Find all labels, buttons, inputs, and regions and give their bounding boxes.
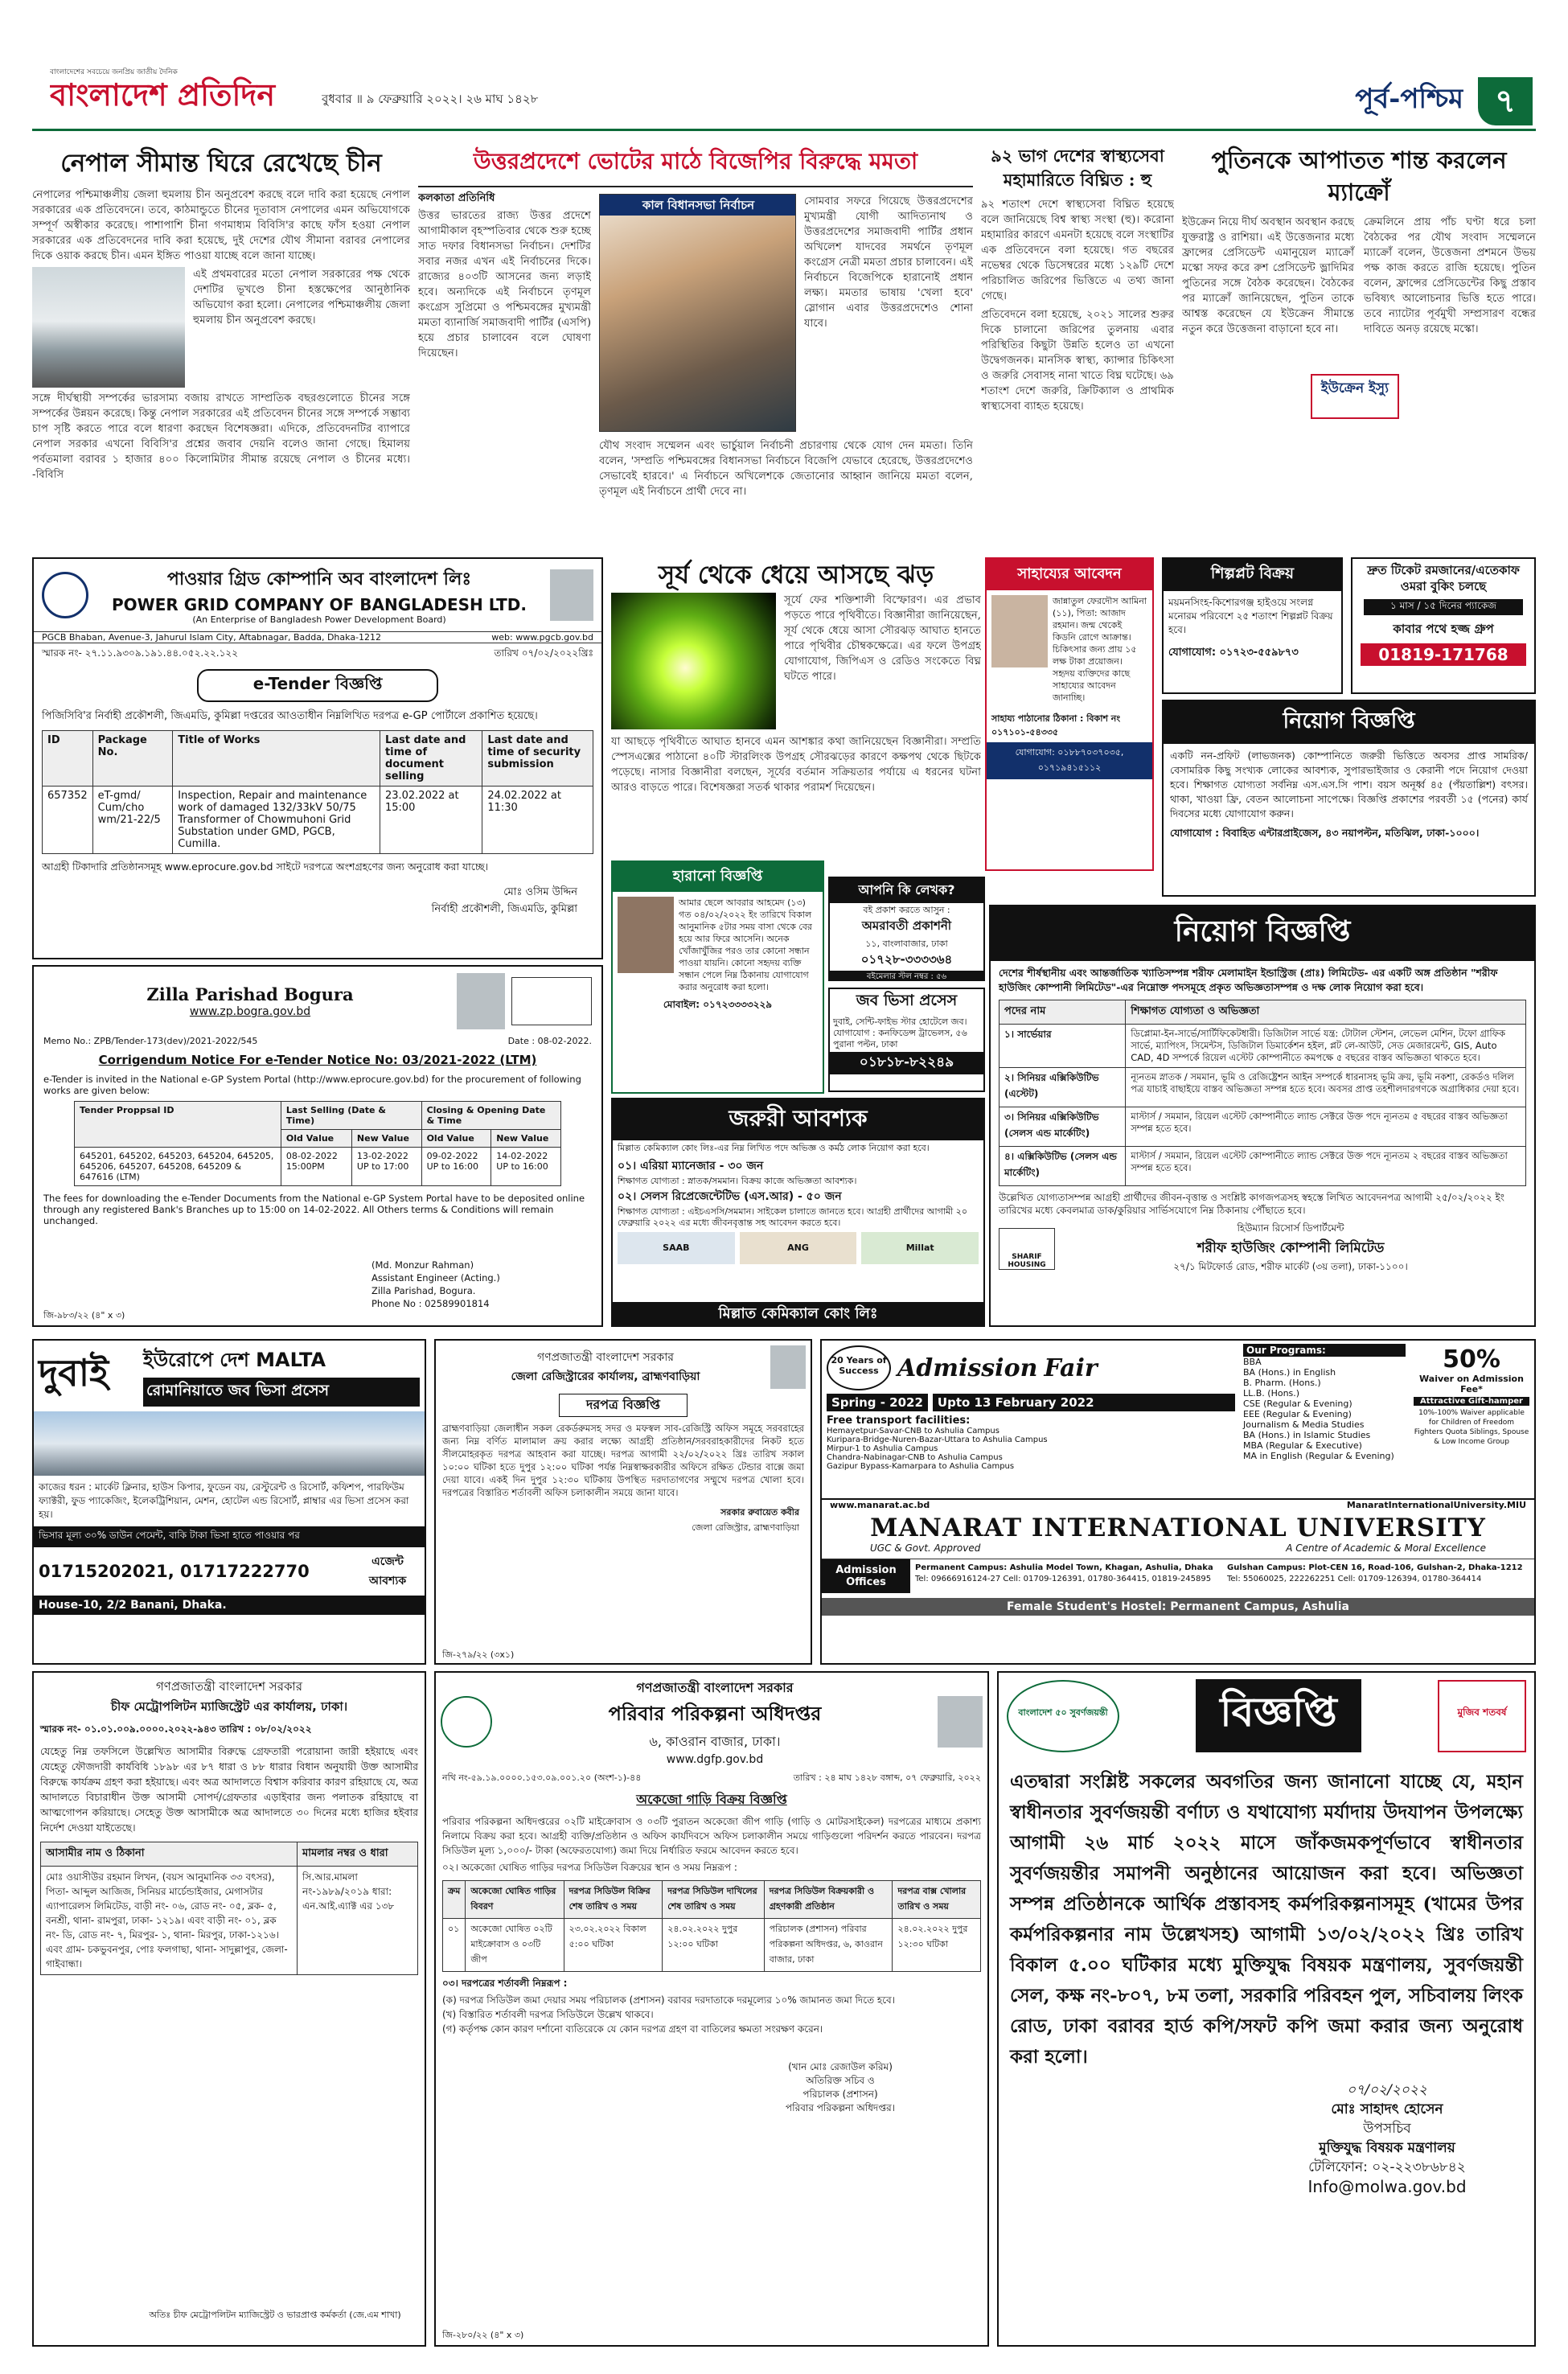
vehicle-sale-intro: পরিবার পরিকল্পনা অধিদপ্তরের ০২টি মাইক্রোবাস ও ০৩টি পুরাতন অকেজো জীপ গাড়ি (গাড়ি ও মোটরসাইকেল) দরপত্রের মাধ্যমে প্রকাশ্য নিলামে বিক্রয় করা হবে। আগ্রহী ব্যক্তি/প্রতিষ্ঠান ও অফিস কার্যদিবসে অফিস চলাকালীন সময়ে গাড়িগুলো পরিদর্শন করতে পারবেন। দরপত্র সিডিউল মূল্য ১,০০০/- টাকা (অফেরতযোগ্য) জমা দিয়ে নির্ধারিত ফরমে আবেদন করতে হবে।: [442, 1816, 981, 1856]
admission-label: Admission: [897, 1353, 1038, 1382]
visa-phone[interactable]: ০১৮১৮-৮২২৪৯: [830, 1052, 983, 1074]
section-title: পূর্ব-পশ্চিম: [1355, 83, 1463, 115]
program-item: BA (Hons.) in Islamic Studies: [1243, 1430, 1371, 1440]
mujib-year-logo: মুজিব শতবর্ষ: [1438, 1680, 1526, 1752]
page-number: ৭: [1478, 77, 1533, 125]
table-cell: মোঃ ওয়াসীউর রহমান লিখন, (বয়স আনুমানিক ৩৩ বৎসর), পিতা- আব্দুল আজিজ, সিনিয়র মার্চেন্ডাইজার, মেগাসটার এ্যাপারেলস লিমিটেড, বাড়ী নং- ০৬, রোড নং- ০৫, ব্লক- ৫, বনশ্রী, থানা- রামপুরা, ঢাকা- ১২১৯। এবং বাড়ী নং- ০১, ব্লক নং- ডি, রোড নং- ৭, মিরপুর- ১, থানা- মিরপুর, ঢাকা-১২১৬। এবং গ্রাম- চকভুবনপুর, পোঃ ফলগাছা, থানা- সাদুল্লাপুর, জেলা- গাইবান্ধা।: [41, 1867, 298, 1975]
table-header: New Value: [491, 1130, 561, 1148]
article-body: নেপালের পশ্চিমাঞ্চলীয় জেলা হুমলায় চীন অনুপ্রবেশ করছে বলে দাবি করা হয়েছে নেপাল সরকারের এক প্রতিবেদনে। তবে, কাঠমান্ডুতে চীনের দূতাবাস নেপালের এমন অভিযোগকে সম্পূর্ণ অস্বীকার করেছে। পাশাপাশি চীনা গণমাধ্যম বিবিসি'র কাছে ফাঁস হওয়া নেপাল সরকারের এক প্রতিবেদনের দাবি করা হয়েছে, দুই দেশের যৌথ সীমানা বরাবর নেপালের দিকে ওয়াক করছে চীন। এমন ইঙ্গিত পাওয়া যাচ্ছে বলে জানা যাচ্ছে।: [32, 189, 410, 262]
signer-name: (Md. Monzur Rahman): [371, 1259, 474, 1271]
dept-title: পরিবার পরিকল্পনা অধিদপ্তর: [608, 1702, 822, 1725]
publisher-sub: বই প্রকাশ করতে আসুন :: [863, 905, 950, 915]
table-cell: মাস্টার্স / সমমান, রিয়েল এস্টেট কোম্পানীতে ল্যান্ড সেক্টরে উক্ত পদে ন্যূনতম ৫ বছরের বাস্তব অভিজ্ঞতা সম্পন্ন হতে হবে।: [1126, 1107, 1526, 1147]
govt-title: গণপ্রজাতন্ত্রী বাংলাদেশ সরকার: [155, 1679, 303, 1694]
sun-photo: [611, 593, 776, 729]
portrait-photo: [550, 569, 593, 621]
publisher-name: অমরাবতী প্রকাশনী: [861, 918, 952, 933]
signer-email[interactable]: Info@molwa.gov.bd: [1307, 2177, 1467, 2196]
table-header: Tender Proppsal ID: [75, 1102, 281, 1148]
plot-text: ময়মনসিংহ-কিশোরগঞ্জ হাইওয়ে সংলগ্ন মনোরম পরিবেশে ২৫ শতাংশ শিল্পপ্লট বিক্রয় হবে।: [1168, 597, 1333, 635]
university-name: MANARAT INTERNATIONAL UNIVERSITY: [870, 1514, 1486, 1542]
table-cell: 657352: [43, 787, 93, 854]
offices-label: Admission Offices: [822, 1559, 910, 1593]
program-item: BBA: [1243, 1357, 1262, 1367]
table-header: Last date and time of document selling: [380, 731, 482, 787]
zilla-parishad-ad: [32, 965, 603, 1327]
tender-table: [42, 730, 593, 854]
urgent-title: জরুরী আবশ্যক: [613, 1099, 983, 1140]
malta-title: ইউরোপে দেশ MALTA: [143, 1349, 326, 1371]
tender-text: ব্রাহ্মণবাড়িয়া জেলাধীন সকল রেকর্ডরুমসহ সদর ও মফস্বল সাব-রেজিস্ট্রি অফিস সমূহে সরবরাহের জন্য নিম্ন বর্ণিত মালামাল ক্রয় করার লক্ষ্যে আগ্রহী প্রতিষ্ঠান/সরবরাহকারীদের নিকট হতে সীলমোহরকৃত দরপত্র আহবান করা যাচ্ছে। দরপত্র আগামী ২২/০২/২০২২ খ্রিঃ তারিখ সকাল ১০:০০ ঘটিকা হতে দুপুর ১২:০০ ঘটিকা পর্যন্ত নিম্নস্বাক্ষরকারীর অফিসে রক্ষিত টেন্ডার বাক্সে জমা দেয়া যাবে। একই দিন দুপুর ১২:৩০ ঘটিকায় উপস্থিত দরদাতাগণের সম্মুখে দরপত্র খোলা হবে। দরপত্রের বিস্তারিত শর্তাবলী অফিস চলাকালীন সময়ে জানা যাবে।: [442, 1423, 804, 1498]
corrigendum-heading: Corrigendum Notice For e-Tender Notice No: 03/2021-2022 (LTM): [98, 1053, 537, 1067]
perm-campus: Permanent Campus: Ashulia Model Town, Khagan, Ashulia, Dhaka: [915, 1563, 1213, 1572]
pgcb-logo-icon: [42, 572, 88, 618]
program-item: LL.B. (Hons.): [1243, 1388, 1300, 1399]
appeal-phone[interactable]: যোগাযোগ: ০১৮৮৭০৩৭০৩৫, ০১৭১৯৪১৫১১২: [987, 742, 1152, 779]
publisher-ad: [828, 877, 985, 981]
mamata-photo: [599, 194, 796, 432]
help-appeal-ad: [985, 557, 1154, 871]
condition-item: (ক) দরপত্র সিডিউল জমা দেয়ার সময় পরিচালক (প্রশাসন) বরাবর দরদাতাকে দরমূল্যের ১০% জামানত জমা দিতে হবে।: [442, 1994, 895, 2006]
table-header: ক্রম: [443, 1881, 466, 1919]
conditions-title: ০৩। দরপত্রের শর্তাবলী নিম্নরূপ :: [442, 1978, 568, 1989]
signer-name: (খান মোঃ রেজাউল করিম): [788, 2061, 893, 2072]
table-row: [41, 1867, 418, 1975]
position-table: [999, 1000, 1526, 1186]
transport-item: Mirpur-1 to Ashulia Campus: [827, 1444, 938, 1453]
transport-item: Hemayetpur-Savar-CNB to Ashulia Campus: [827, 1427, 999, 1435]
article-body: এই প্রথমবারের মতো নেপাল সরকারের পক্ষ থেকে দেশটির ভূখণ্ডে চীনা হস্তক্ষেপের আনুষ্ঠানিক অভিযোগ করা হলো। নেপালের পশ্চিমাঞ্চলীয় জেলা হুমলায় চীন অনুপ্রবেশ করছে।: [193, 269, 410, 327]
table-cell: 23.02.2022 at 15:00: [380, 787, 482, 854]
zp-date: Date : 08-02-2022.: [507, 1036, 592, 1046]
dubai-title: দুবাই: [39, 1351, 109, 1394]
table-header: পদের নাম: [999, 1000, 1126, 1025]
gulshan-campus: Gulshan Campus: Plot-CEN 16, Road-106, Gulshan-2, Dhaka-1212: [1227, 1563, 1523, 1572]
govt-title: গণপ্রজাতন্ত্রী বাংলাদেশ সরকার: [636, 1680, 794, 1695]
table-header: দরপত্র সিডিউল বিক্রির শেষ তারিখ ও সময়: [564, 1881, 663, 1919]
article-headline: সূর্য থেকে ধেয়ে আসছে ঝড়: [658, 561, 934, 589]
sharif-housing-job-ad: [989, 905, 1536, 1327]
upto-label: Upto 13 February 2022: [933, 1394, 1235, 1411]
signer-title: পরিচালক (প্রশাসন): [802, 2089, 878, 2100]
tagline: A Centre of Academic & Moral Excellence: [1286, 1542, 1486, 1554]
table-cell: ২৪.০২.২০২২ দুপুর ১২:৩০ ঘটিকা: [893, 1919, 981, 1972]
table-row: [999, 1147, 1526, 1186]
girl-photo: [991, 595, 1048, 667]
article-body: প্রতিবেদনে বলা হয়েছে, ২০২১ সালের শুরুর দিকে চালানো জরিপের তুলনায় এবার পরিস্থিতির কিছুটা উন্নতি হলেও তা এখনো উদ্বেগজনক। মানসিক স্বাস্থ্য, ক্যান্সার চিকিৎসা ও জরুরি সেবাসহ নানা খাতে বিঘ্ন ঘটেছে। ৬৯ শতাংশ দেশে জরুরি, ক্রিটিক্যাল ও প্রাথমিক স্বাস্থ্যসেবা ব্যাহত হয়েছে।: [981, 309, 1174, 413]
table-header: দরপত্র বাক্স খোলার তারিখ ও সময়: [893, 1881, 981, 1919]
vehicle-sale-heading: অকেজো গাড়ি বিক্রয় বিজ্ঞপ্তি: [636, 1792, 787, 1807]
transport-item: Chandra-Nabinagar-CNB to Ashulia Campus: [827, 1453, 1003, 1462]
pgcb-name-en: POWER GRID COMPANY OF BANGLADESH LTD.: [111, 595, 527, 614]
brand-name: মিল্লাত কেমিক্যাল কোং লিঃ: [613, 1302, 983, 1325]
ad-code: জি-২৭৯/২২ (৩x১): [442, 1649, 515, 1660]
article-body: ক্রেমলিনে প্রায় পাঁচ ঘণ্টা ধরে চলা বৈঠকের পর যৌথ সংবাদ সম্মেলনে ম্যাক্রোঁ বলেন, উত্তেজনা প্রশমনে উভয় পক্ষ কাজ করতে রাজি হয়েছে। পুতিন বলেন, ফ্রান্সের প্রেসিডেন্টের কিছু প্রস্তাব ভবিষ্যৎ আলোচনার ভিত্তি হতে পারে। তবে ন্যাটোর পূর্বমুখী সম্প্রসারণ বন্ধের দাবিতে অনড় রয়েছে মস্কো।: [1364, 216, 1536, 335]
article-headline: উত্তরপ্রদেশে ভোটের মাঠে বিজেপির বিরুদ্ধে মমতা: [473, 148, 918, 175]
article-who: [981, 141, 1174, 551]
table-cell: 09-02-2022 UP to 16:00: [421, 1148, 491, 1186]
signer-title: Assistant Engineer (Acting.): [371, 1272, 500, 1284]
visa-title: জব ভিসা প্রসেস: [856, 992, 958, 1009]
zp-website[interactable]: www.zp.bogra.gov.bd: [189, 1005, 311, 1018]
table-cell: ন্যূনতম স্নাতক / সমমান, ভূমি ও রেজিষ্ট্রেশন আইন সম্পর্কে ধারনাসহ ভূমি ক্রয়, ভূমি নকশা, রেকর্ডও দলিল পত্র যাচাই বাছাইয়ে বাস্তব অভিজ্ঞতা সম্পন্ন হতে হবে। অবসর প্রাপ্ত তহশীলদারগণকে অগ্রাধিকার দেয়া হবে।: [1126, 1068, 1526, 1107]
transport-item: Gazipur Bypass-Kamarpara to Ashulia Campus: [827, 1462, 1015, 1471]
publisher-stall: বইমেলার স্টল নম্বর : ৫৬: [830, 971, 983, 981]
table-header: Package No.: [92, 731, 173, 787]
gift-label: Attractive Gift-hamper: [1414, 1397, 1529, 1406]
etender-heading: e-Tender বিজ্ঞপ্তি: [197, 669, 438, 702]
product-image: SAAB: [618, 1232, 735, 1264]
signer-name: মোঃ সাহাদৎ হোসেন: [1331, 2101, 1443, 2117]
signature-date: ০৭/০২/২০২২: [1347, 2082, 1427, 2098]
manarat-footer: [820, 1500, 1536, 1665]
product-image: Millat: [861, 1232, 979, 1264]
table-cell: 645201, 645202, 645203, 645204, 645205, 645206, 645207, 645208, 645209 & 647616 (LTM): [75, 1148, 281, 1186]
table-row: [43, 787, 593, 854]
plot-title: শিল্পপ্লট বিক্রয়: [1164, 559, 1341, 591]
ad-code: জি-৯৮৩/২২ (৪" x ৩): [43, 1310, 125, 1320]
hr-dept: হিউম্যান রিসোর্স ডিপার্টমেন্ট: [1237, 1222, 1344, 1234]
table-cell: সি.আর.মামলা নং-১৯৮৯/২০১৯ ধারা: এন.আই.এ্যাক্ট এর ১৩৮: [298, 1867, 418, 1975]
family-date: তারিখ : ২৪ মাঘ ১৪২৮ বঙ্গাব্দ, ০৭ ফেব্রুয়ারি, ২০২২: [793, 1772, 981, 1783]
ugc-label: UGC & Govt. Approved: [870, 1542, 981, 1554]
table-cell: পরিচালক (প্রশাসন) পরিবার পরিকল্পনা অধিদপ্তর, ৬, কাওরান বাজার, ঢাকা: [764, 1919, 893, 1972]
masthead-tagline: বাংলাদেশের সবচেয়ে জনপ্রিয় জাতীয় দৈনিক: [50, 68, 178, 76]
pgcb-address: PGCB Bhaban, Avenue-3, Jahurul Islam City, Aftabnagar, Badda, Dhaka-1212: [42, 632, 382, 643]
photo-caption: কাল বিধানসভা নির্বাচন: [600, 195, 796, 216]
table-cell: ৩। সিনিয়র এক্সিকিউটিভ (সেলস এন্ড মার্কেটিং): [999, 1107, 1126, 1147]
perm-phone: Tel: 09666916124-27 Cell: 01709-126391, 01780-364415, 01819-245895: [915, 1575, 1212, 1583]
missing-text: আমার ছেলে আবরার আহমেদ (১৩) গত ০৪/০২/২০২২ ইং তারিখে বিকাল আনুমানিক ৫টার সময় বাসা থেকে বের হয়ে আর ফিরে আসেনি। অনেক খোঁজাখুঁজির পরও তার কোনো সন্ধান পাওয়া যায়নি। কোনো সহৃদয় ব্যক্তি সন্ধান পেলে নিম্ন ঠিকানায় যোগাযোগ করার অনুরোধ করা হলো।: [679, 897, 812, 992]
sharif-footer: উল্লেখিত যোগ্যতাসম্পন্ন আগ্রহী প্রার্থীদের জীবন-বৃত্তান্ত ও সংশ্লিষ্ট কাগজপত্রসহ স্বহস্তে লিখিত আবেদনপত্র আগামী ২৫/০২/২০২২ ইং তারিখের মধ্যে কেবলমাত্র ডাক/কুরিয়ার সার্ভিসযোগে নিম্ন ঠিকানায় পৌঁছাতে হবে।: [999, 1192, 1504, 1216]
dubai-jobs: কাজের ধরন : মার্কেট ক্লিনার, হাউস কিপার, ফুডেন বয়, রেস্টুরেন্ট ও রিসোর্ট, কফিশপ, পারফিউম ফ্যাক্টরী, ফুড প্যাকেজিং, ইলেকট্রিশিয়ান, মেশন, হোটেল এন্ড রিসোর্ট, প্লাম্বার এর ভিসা প্রসেস করা হয়।: [39, 1481, 409, 1520]
job-title: নিয়োগ বিজ্ঞপ্তি: [1164, 701, 1534, 744]
family-memo: নথি নং-৫৯.১৯.০০০০.১৫৩.০৯.০০১.২০ (অংশ-১)-৪৪: [442, 1772, 642, 1783]
appeal-title: সাহায্যের আবেদন: [987, 559, 1152, 590]
signature-mark: [371, 1236, 601, 1259]
article-mamata: [418, 141, 973, 551]
article-headline: ৯২ ভাগ দেশের স্বাস্থ্যসেবা মহামারিতে বিঘ্নিত : হু: [991, 146, 1164, 190]
publisher-phone[interactable]: ০১৭২৮-৩৩৩৩৬৪: [860, 952, 953, 967]
signer-title: উপসচিব: [1363, 2121, 1411, 2137]
fair-label: Fair: [1044, 1353, 1098, 1382]
portrait-photo: [770, 1345, 806, 1389]
product-image: ANG: [740, 1232, 857, 1264]
article-headline: নেপাল সীমান্ত ঘিরে রেখেছে চীন: [60, 149, 382, 178]
vehicle-table: [442, 1880, 981, 1972]
article-putin: [1182, 141, 1536, 551]
sharif-logo: SHARIF HOUSING: [999, 1228, 1055, 1270]
condition-item: (গ) কর্তৃপক্ষ কোন কারণ দর্শানো ব্যতিরেকে যে কোন দরপত্র গ্রহণ বা বাতিলের ক্ষমতা সংরক্ষণ করেন।: [442, 2023, 823, 2035]
signer-office: Zilla Parishad, Bogura.: [371, 1285, 476, 1296]
sharif-intro: দেশের শীর্ষস্থানীয় এবং আন্তর্জাতিক খ্যাতিসম্পন্ন শরীফ মেলামাইন ইন্ডাস্ট্রিজ (প্রাঃ) লিমিটেড- এর একটি অঙ্গ প্রতিষ্ঠান "শরীফ হাউজিং কোম্পানী লিমিটেড"-এর নিম্নোক্ত পদসমূহে প্রকৃত অভিজ্ঞতাসম্পন্ন ও দক্ষ লোক নিয়োগ করা হবে।: [999, 967, 1498, 993]
signer-title: অতিঃ চীফ মেট্রোপলিটন ম্যাজিস্ট্রেট ও ভারপ্রাপ্ত কর্মকর্তা (জে.এম শাখা): [149, 2310, 401, 2320]
signer-office: পরিবার পরিকল্পনা অধিদপ্তর।: [786, 2102, 895, 2113]
visa-text: দুবাই, সেন্টি-ফাইভ স্টার হোটেলে জব। যোগাযোগ : কনফিডেন্স ট্রাভেলস, ৫৬ পুরানা পল্টন, ঢাকা: [833, 1017, 967, 1049]
table-cell: ০১: [443, 1919, 466, 1972]
accused-table: [40, 1842, 418, 1975]
office-title: জেলা রেজিস্ট্রারের কার্যালয়, ব্রাহ্মণবাড়িয়া: [511, 1370, 700, 1383]
transport-title: Free transport facilities:: [827, 1415, 971, 1427]
manarat-university-ad: [820, 1339, 1536, 1500]
issue-badge: ইউক্রেন ইস্যু: [1311, 374, 1399, 419]
table-cell: 24.02.2022 at 11:30: [482, 787, 593, 854]
condition-item: (খ) বিস্তারিত শর্তাবলী দরপত্র সিডিউলে উল্লেখ থাকবে।: [442, 2009, 654, 2020]
table-cell: ১। সার্ভেয়ার: [999, 1025, 1126, 1068]
divider: [418, 186, 973, 187]
table-cell: ডিপ্লোমা-ইন-সার্ভে/সার্টিফিকেটধারী। ডিজিটাল সার্ভে যন্ত্র: টোটাল স্টেশন, লেভেল মেশিন, টফো গ্রাফিক সার্ভে, ম্যাপিংস, সিমেন্টস, ডিজিটাল ডিমার্কেশন হইল, প্লট লে-আউট, সেড মেজারমেন্ট, GIS, Auto CAD, 4D সম্পর্কে রিয়েল এস্টেট কোম্পানীতে কমপক্ষে ৫ বছরের বাস্তব অভিজ্ঞতা থাকতে হবে।: [1126, 1025, 1526, 1068]
pgcb-subtitle: (An Enterprise of Bangladesh Power Development Board): [192, 614, 446, 625]
nepal-mountain-photo: [32, 267, 185, 388]
table-header: Old Value: [281, 1130, 351, 1148]
corrigendum-table: [74, 1101, 561, 1186]
masthead: [0, 0, 1568, 137]
table-header: দরপত্র সিডিউল দাখিলের শেষ তারিখ ও সময়: [663, 1881, 764, 1919]
gulshan-phone: Tel: 55060025, 222262251 Cell: 01709-126394, 01780-364414: [1227, 1575, 1482, 1583]
table-header: দরপত্র সিডিউল বিক্রয়কারী ও গ্রহণকারী প্রতিষ্ঠান: [764, 1881, 893, 1919]
brahmanbaria-tender-ad: [434, 1339, 812, 1665]
dubai-agent: এজেন্ট আবশ্যক: [368, 1555, 407, 1587]
waiver-detail: 10%-100% Waiver applicable for Children of Freedom Fighters Quota Siblings, Spouse & Low Income Group: [1414, 1409, 1529, 1446]
urgent-hiring-ad: [611, 1098, 985, 1327]
programs-title: Our Programs:: [1243, 1344, 1406, 1357]
mujib-logo-icon: [938, 1696, 983, 1748]
appeal-bank: সাহায্য পাঠানোর ঠিকানা : বিকাশ নং ০১৭১০১-৫৪৩৩৫: [991, 713, 1121, 737]
romania-title: রোমানিয়াতে জব ভিসা প্রসেস: [143, 1378, 420, 1407]
hostel-label: Female Student's Hostel: Permanent Campus, Ashulia: [822, 1598, 1534, 1616]
table-cell: 13-02-2022 UP to 17:00: [351, 1148, 421, 1186]
transport-item: Kuripara-Bridge-Nuren-Bazar-Uttara to Ashulia Campus: [827, 1435, 1048, 1444]
job-notice-small: [1162, 700, 1536, 897]
city-photo: [34, 1411, 425, 1476]
article-body: ৯২ শতাংশ দেশে স্বাস্থ্যসেবা বিঘ্নিত হয়েছে বলে জানিয়েছে বিশ্ব স্বাস্থ্য সংস্থা (হু)। করোনা মহামারির কারণে এমনটা হয়েছে বলে সংস্থাটির এক প্রতিবেদনে বলা হয়েছে। গত বছরের নভেম্বর থেকে ডিসেম্বরের মধ্যে ১২৯টি দেশে পরিচালিত জরিপের ভিত্তিতে এ তথ্য জানা গেছে।: [981, 199, 1174, 302]
table-header: অকেজো ঘোষিত গাড়ির বিবরণ: [466, 1881, 564, 1919]
boy-photo: [618, 897, 674, 973]
family-planning-ad: [434, 1671, 989, 2347]
article-body: সঙ্গে দীর্ঘস্থায়ী সম্পর্কের ভারসাম্য বজায় রাখতে সাম্প্রতিক বছরগুলোতে চীনের সঙ্গে সম্পর্কের উন্নয়ন করেছে। কিন্তু নেপাল সরকারের এই প্রতিবেদন চীনের সঙ্গে সম্পর্কে সম্ভাব্য চাপ সৃষ্টি করতে পারে বলে ধারণা করছেন বিশেষজ্ঞরা। এদিকে, প্রতিবেদনটির ব্যাপারে নেপাল সরকার এখনো বিবিসি'র প্রশ্নের জবাব দেয়নি বলেও জানা গেছে। হিমালয় পর্বতমালা বরাবর ১ হাজার ৪০০ কিলোমিটার সীমান্ত রয়েছে নেপাল ও চীনের মধ্যে। -বিবিসি: [32, 392, 410, 481]
pgcb-website[interactable]: web: www.pgcb.gov.bd: [491, 632, 593, 643]
table-header: Closing & Opening Date & Time: [421, 1102, 560, 1130]
dubai-phones[interactable]: 01715202021, 01717222770: [39, 1562, 310, 1581]
signer-phone: Phone No : 02589901814: [371, 1298, 490, 1309]
publisher-address: ১১, বাংলাবাজার, ঢাকা: [865, 939, 948, 949]
table-cell: ২৩.০২.২০২২ বিকাল ৫:০০ ঘটিকা: [564, 1919, 663, 1972]
table-cell: অকেজো ঘোষিত ০২টি মাইক্রোবাস ও ০৩টি জীপ: [466, 1919, 564, 1972]
company-name: শরীফ হাউজিং কোম্পানী লিমিটেড: [1197, 1240, 1385, 1256]
zp-title: Zilla Parishad Bogura: [146, 984, 354, 1004]
program-item: EEE (Regular & Evening): [1243, 1409, 1352, 1419]
program-item: MA in English (Regular & Evening): [1243, 1451, 1394, 1461]
sharif-title: নিয়োগ বিজ্ঞপ্তি: [991, 906, 1534, 961]
dubai-visa-ad: [32, 1339, 426, 1665]
signer-office: মুক্তিযুদ্ধ বিষয়ক মন্ত্রণালয়: [1319, 2140, 1455, 2156]
table-cell: Inspection, Repair and maintenance work of damaged 132/33kV 50/75 Transformer of Chowmuhoni Grid Substation under GMD, PGCB, Cumilla.: [173, 787, 380, 854]
pgcb-footer: আগ্রহী টিকাদারি প্রতিষ্ঠানসমূহ www.eprocure.gov.bd সাইটে দরপত্রে অংশগ্রহণের জন্য অনুরোধ করা যাচ্ছে।: [42, 860, 489, 873]
article-body: যৌথ সংবাদ সম্মেলন এবং ভার্চুয়াল নির্বাচনী প্রচারণায় থেকে যোগ দেন মমতা। তিনি বলেন, 'সম্প্রতি পশ্চিমবঙ্গের বিধানসভা নির্বাচনে বিজেপি যেভাবে হেরেছে, উত্তরপ্রদেশেও সেভাবেই হারবে।' এ নির্বাচনে অখিলেশকে জেতানোর আহ্বান জানিয়ে মমতা বলেন, তৃণমূল এই নির্বাচনে প্রার্থী দেবে না।: [599, 440, 973, 498]
table-cell: ২। সিনিয়র এক্সিকিউটিভ (এস্টেট): [999, 1068, 1126, 1107]
tender-heading: দরপত্র বিজ্ঞপ্তি: [559, 1394, 688, 1417]
table-header: Old Value: [421, 1130, 491, 1148]
table-header: Title of Works: [173, 731, 380, 787]
signer-title: নির্বাহী প্রকৌশলী, জিএমডি, কুমিল্লা: [431, 903, 577, 915]
signature-mark: [693, 2041, 987, 2060]
table-header: আসামীর নাম ও ঠিকানা: [41, 1842, 298, 1867]
position-2: ০২। সেলস রিপ্রেজেন্টেটিভ (এস.আর) - ৫০ জন: [618, 1190, 842, 1203]
court-text: যেহেতু নিম্ন তফসিলে উল্লেখিত আসামীর বিরুদ্ধে গ্রেফতারী পরোয়ানা জারী হইয়াছে এবং যেহেতু ফৌজদারী কার্যবিধি ১৮৯৮ এর ৮৭ ধারা ও ৮৮ ধারার বিধান অনুযায়ী উক্ত আসামীর বিরুদ্ধে কার্যক্রম গ্রহণ করা হইয়াছে। এবং অত্র আদালতে বিশ্বাস করিবার কারণ রহিয়াছে যে, অত্র আদালতে বিচারাধীন উক্ত আসামী সোপর্দ/গ্রেফতার এড়াইবার জন্য পলাতক রহিয়াছে বা আত্মগোপন করিয়াছে। সেহেতু উক্ত আসামীকে অত্র আদালতে ৩০ দিনের মধ্যে হাজির হইবার নির্দেশ দেওয়া যাইতেছে।: [40, 1745, 418, 1834]
court-notice-ad: [32, 1671, 426, 2347]
article-body: সূর্যে ফের শক্তিশালী বিস্ফোরণ। এর প্রভাব পড়তে পারে পৃথিবীতে। বিজ্ঞানীরা জানিয়েছেন, সূর্য থেকে ধেয়ে আসা সৌরঝড় আঘাত হানতে পারে পৃথিবীর চৌম্বকক্ষেত্রে। এর ফলে উপগ্রহ যোগাযোগ, জিপিএস ও রেডিও সংকেতে বিঘ্ন ঘটতে পারে।: [784, 594, 981, 683]
signer-title: অতিরিক্ত সচিব ও: [806, 2075, 875, 2086]
program-item: MBA (Regular & Executive): [1243, 1440, 1362, 1451]
zp-intro: e-Tender is invited in the National e-GP System Portal (http://www.eprocure.gov.bd) for the procurement of following works are given below:: [43, 1074, 581, 1096]
position-1-detail: শিক্ষাগত যোগ্যতা : স্নাতক/সমমান। বিক্রয় কাজে অভিজ্ঞতা আবশ্যক।: [618, 1176, 857, 1186]
vehicle-sale-note: ০২। অকেজো ঘোষিত গাড়ির দরপত্র সিডিউল বিক্রয়ের স্থান ও সময় নিম্নরূপ :: [442, 1862, 737, 1873]
ad-code: জি-২৮০/২২ (৪" x ৩): [442, 2330, 524, 2340]
signer-name: মোঃ ওসিম উদ্দিন: [503, 886, 577, 898]
table-header: Last date and time of security submission: [482, 731, 593, 787]
years-badge: 20 Years of Success: [827, 1345, 891, 1390]
dubai-note: ভিসার মূল্য ৩০% ডাউন পেমেন্ট, বাকি টাকা ভিসা হাতে পাওয়ার পর: [34, 1526, 425, 1547]
table-row: [999, 1025, 1526, 1068]
missing-title: হারানো বিজ্ঞপ্তি: [613, 862, 823, 892]
umrah-ad: [1351, 557, 1536, 694]
article-body: সোমবার সফরে গিয়েছে উত্তরপ্রদেশের মুখ্যমন্ত্রী যোগী আদিত্যনাথ ও উত্তরপ্রদেশের সমাজবাদী পার্টির প্রধান অখিলেশ যাদবের সমর্থনে তৃণমূল কংগ্রেস নেত্রী মমতা প্রচার চালাবেন। এই নির্বাচনে বিজেপিকে হারানোই প্রধান লক্ষ্য। মমতার ভাষায় 'খেলা হবে' স্লোগান এবার উত্তরপ্রদেশেও শোনা যাবে।: [804, 195, 973, 330]
mujib-logo-icon: [511, 977, 592, 1025]
position-1: ০১। এরিয়া ম্যানেজার - ৩০ জন: [618, 1160, 764, 1173]
publisher-title: আপনি কি লেখক?: [830, 878, 983, 903]
dubai-address: House-10, 2/2 Banani, Dhaka.: [34, 1596, 425, 1615]
dept-website[interactable]: www.dgfp.gov.bd: [666, 1753, 764, 1766]
pgcb-name-bn: পাওয়ার গ্রিড কোম্পানি অব বাংলাদেশ লিঃ: [166, 569, 472, 589]
table-row: [999, 1068, 1526, 1107]
waiver-sub: Waiver on Admission Fee*: [1419, 1374, 1524, 1394]
umrah-title: দ্রুত টিকেট রমজানের/এতেকাফ ওমরা বুকিং চলছে: [1367, 563, 1520, 594]
program-item: BA (Hons.) in English: [1243, 1367, 1336, 1378]
signer-title: জেলা রেজিস্ট্রার, ব্রাহ্মণবাড়িয়া: [692, 1522, 799, 1533]
article-body: উত্তর ভারতের রাজ্য উত্তর প্রদেশে আগামীকাল বৃহস্পতিবার থেকে শুরু হচ্ছে সাত দফার বিধানসভা নির্বাচন। দেশটির সবার নজর এখন এই নির্বাচনের দিকে। রাজ্যের ৪০৩টি আসনের জন্য লড়াই হবে। অন্যদিকে এই নির্বাচনে তৃণমূল কংগ্রেস সুপ্রিমো ও পশ্চিমবঙ্গের মুখ্যমন্ত্রী মমতা ব্যানার্জি সমাজবাদী পার্টির (এসপি) হয়ে প্রচার চালাবেন বলে ঘোষণা দিয়েছেন।: [418, 210, 591, 359]
pgcb-tender-ad: [32, 557, 603, 959]
golden-jubilee-logo: বাংলাদেশ ৫০ সুবর্ণজয়ন্তী: [1007, 1680, 1119, 1752]
notice-text: এতদ্বারা সংশ্লিষ্ট সকলের অবগতির জন্য জানানো যাচ্ছে যে, মহান স্বাধীনতার সুবর্ণজয়ন্তী বর্ণাঢ্য ও যথাযোগ্য মর্যাদায় উদযাপন উপলক্ষ্যে আগামী ২৬ মার্চ ২০২২ মাসে জাঁকজমকপূর্ণভাবে স্বাধীনতার সুবর্ণজয়ন্তীর সমাপনী অনুষ্ঠানের আয়োজন করা হবে। অভিজ্ঞতা সম্পন্ন প্রতিষ্ঠানকে আর্থিক প্রস্তাবসহ কর্মপরিকল্পনাসমূহ (খামের উপর কর্মপরিকল্পনার নাম উল্লেখসহ) আগামী ১৩/০২/২০২২ খ্রিঃ তারিখ বিকাল ৫.০০ ঘটিকার মধ্যে মুক্তিযুদ্ধ বিষয়ক মন্ত্রণালয়, সুবর্ণজয়ন্তী সেল, কক্ষ নং-৮০৭, ৮ম তলা, সরকারি পরিবহন পুল, সচিবালয় লিংক রোড, ঢাকা বরাবর হার্ড কপি/সফট কপি জমা করার জন্য অনুরোধ করা হলো।: [1010, 1771, 1523, 2068]
job-text: একটি নন-প্রফিট (লাভজনক) কোম্পানিতে জরুরী ভিত্তিতে অবসর প্রাপ্ত সামরিক/বেসামরিক কিছু সংখ্যক লোকের আবশ্যক, সুপারভাইজার ও কেরানী পদে নিয়োগ দেওয়া হবে। শিক্ষাগত যোগ্যতা সর্বনিম্ন এস.এস.সি পাশ। বয়স অনূর্ধ্ব ৪৫ (পঁয়তাল্লিশ) বৎসর। থাকা, খাওয়া ফ্রি, বেতন আলোচনা সাপেক্ষে। বিজ্ঞপ্তি প্রকাশের পরবর্তী ১৫ (পনের) কার্য দিবসের মধ্যে যোগাযোগ করুন।: [1170, 750, 1528, 819]
zp-memo: Memo No.: ZPB/Tender-173(dev)/2021-2022/545: [43, 1036, 258, 1046]
article-body: ইউক্রেন নিয়ে দীর্ঘ অবস্থান অবস্থান করছে যুক্তরাষ্ট্র ও রাশিয়া। এই উত্তেজনার মধ্যে ফ্রান্সের প্রেসিডেন্ট এমানুয়েল ম্যাক্রোঁ মস্কো সফর করে রুশ প্রেসিডেন্ট ভ্লাদিমির পুতিনের সঙ্গে বৈঠক করেছেন। বৈঠকের পর ম্যাক্রোঁ জানিয়েছেন, পুতিন তাকে আশ্বস্ত করেছেন যে ইউক্রেন সীমান্তে নতুন করে উত্তেজনা বাড়ানো হবে না।: [1182, 216, 1354, 335]
appeal-text: জান্নাতুল ফেরদৌস আমিনা (১১), পিতা: আজাদ রহমান। জন্ম থেকেই কিডনি রোগে আক্রান্ত। চিকিৎসার জন্য প্রায় ১৫ লক্ষ টাকা প্রয়োজন। সহৃদয় ব্যক্তিদের কাছে সাহায্যের আবেদন জানাচ্ছি।: [1053, 596, 1147, 703]
office-title: চীফ মেট্রোপলিটন ম্যাজিস্ট্রেট এর কার্যালয়, ঢাকা।: [110, 1699, 348, 1714]
pgcb-memo: স্মারক নং- ২৭.১১.৯৩০৯.১৯১.৪৪.০৫২.২২.১২২: [42, 647, 239, 659]
spring-label: Spring - 2022: [827, 1394, 928, 1411]
company-address: ২৭/১ মিটফোর্ড রোড, শরীফ মার্কেট (৩য় তলা), ঢাকা-১১০০।: [1173, 1261, 1408, 1272]
court-memo: স্মারক নং- ০১.০১.০০৯.০০০০.২০২২-৯৪৩ তারিখ : ০৮/০২/২০২২: [40, 1723, 312, 1735]
table-header: শিক্ষাগত যোগ্যতা ও অভিজ্ঞতা: [1126, 1000, 1526, 1025]
missing-phone[interactable]: মোবাইল: ০১৭২৩৩৩৩২২৯: [663, 999, 773, 1010]
masthead-rule: [32, 129, 1536, 131]
table-row: [443, 1919, 981, 1972]
table-header: Last Selling (Date & Time): [281, 1102, 421, 1130]
program-item: B. Pharm. (Hons.): [1243, 1378, 1321, 1388]
table-cell: ৪। এক্সিকিউটিভ (সেলস এন্ড মার্কেটিং): [999, 1147, 1126, 1186]
article-body: যা আছড়ে পৃথিবীতে আঘাত হানবে এমন আশঙ্কার কথা জানিয়েছেন বিজ্ঞানীরা। সম্প্রতি স্পেসএক্সের পাঠানো ৪০টি স্টারলিংক উপগ্রহ সৌরঝড়ের কারণে কক্ষপথ থেকে ছিটকে পড়েছে। নাসার বিজ্ঞানীরা বলছেন, সূর্যের বর্তমান সক্রিয়তার পর্যায়ে এ ধরনের ঘটনা আরও বাড়তে পারে। বিশেষজ্ঞরা সতর্ক থাকার পরামর্শ দিয়েছেন।: [611, 736, 981, 794]
program-item: CSE (Regular & Evening): [1243, 1399, 1353, 1409]
table-header: New Value: [351, 1130, 421, 1148]
newspaper-logo: বাংলাদেশ প্রতিদিন: [50, 76, 276, 113]
manarat-website[interactable]: www.manarat.ac.bd: [830, 1500, 930, 1510]
article-headline: পুতিনকে আপাতত শান্ত করলেন ম্যাক্রোঁ: [1211, 146, 1507, 206]
liberation-ministry-ad: [997, 1671, 1536, 2347]
signer-name: সরকার রুবায়েত কবীর: [720, 1507, 799, 1518]
table-row: [75, 1148, 561, 1186]
notice-title: বিজ্ঞপ্তি: [1196, 1679, 1361, 1752]
article-byline: কলকাতা প্রতিনিধি: [418, 192, 495, 204]
table-cell: 08-02-2022 15:00PM: [281, 1148, 351, 1186]
table-cell: মাস্টার্স / সমমান, রিয়েল এস্টেট কোম্পানীতে ল্যান্ড সেক্টরে উক্ত পদে ন্যূনতম ২ বছরের বাস্তব অভিজ্ঞতা সম্পন্ন হতে হবে।: [1126, 1147, 1526, 1186]
article-nepal: [32, 141, 410, 551]
missing-notice-ad: [611, 860, 824, 1094]
signer-phone: টেলিফোন: ০২-২২৩৮৬৮৪২: [1308, 2159, 1466, 2175]
urgent-intro: মিল্লাত কেমিক্যাল কোং লিঃ-এর নিম্ন লিখিত পদে অভিজ্ঞ ও কর্মঠ লোক নিয়োগ করা হবে।: [618, 1143, 930, 1153]
table-row: [999, 1107, 1526, 1147]
article-solar-storm: [611, 557, 981, 851]
pgcb-date: তারিখ ০৭/০২/২০২২খ্রিঃ: [494, 647, 593, 659]
bd-logo-icon: [441, 1696, 492, 1748]
umrah-group: কাবার পথে হজ্জ গ্রুপ: [1393, 622, 1494, 636]
portrait-photo: [457, 973, 505, 1029]
pgcb-intro: পিজিসিবি'র নির্বাহী প্রকৌশলী, জিএমডি, কুমিল্লা দপ্তরের আওতাধীন নিম্নলিখিত দরপত্র e-GP পোর্টালে প্রকাশিত হয়েছে।: [42, 710, 538, 722]
table-cell: ২৪.০২.২০২২ দুপুর ১২:০০ ঘটিকা: [663, 1919, 764, 1972]
job-contact: যোগাযোগ : বিবাহিত এন্টারপ্রাইজেস, ৪৩ নয়াপল্টন, মতিঝিল, ঢাকা-১০০০।: [1170, 827, 1480, 839]
position-2-detail: শিক্ষাগত যোগ্যতা : এইচএসসি/সমমান। সাইকেল চালাতে জানতে হবে। আগ্রহী প্রার্থীদের আগামী ২০ ফেব্রুয়ারি ২০২২ এর মধ্যে জীবনবৃত্তান্ত সহ আবেদন করতে হবে।: [618, 1206, 968, 1228]
table-cell: 14-02-2022 UP to 16:00: [491, 1148, 561, 1186]
umrah-phone[interactable]: 01819-171768: [1361, 643, 1526, 666]
plot-phone[interactable]: যোগাযোগ: ০১৭২৩-৫৫৯৮৭৩: [1168, 647, 1299, 659]
table-header: ID: [43, 731, 93, 787]
issue-date: বুধবার ॥ ৯ ফেব্রুয়ারি ২০২২। ২৬ মাঘ ১৪২৮: [322, 92, 539, 106]
govt-title: গণপ্রজাতন্ত্রী বাংলাদেশ সরকার: [537, 1351, 674, 1364]
table-header: মামলার নম্বর ও ধারা: [298, 1842, 418, 1867]
zp-footer: The fees for downloading the e-Tender Documents from the National e-GP System Portal have to be deposited online through any registered Bank's Branches up to 15:00 on 14-02-2022. All Others terms & Conditions will remain unchanged.: [43, 1193, 585, 1226]
dept-address: ৬, কাওরান বাজার, ঢাকা।: [649, 1734, 781, 1749]
manarat-facebook[interactable]: ManaratInternationalUniversity.MIU: [1346, 1500, 1526, 1510]
job-visa-ad: [828, 988, 985, 1092]
table-cell: eT-gmd/ Cum/cho wm/21-22/5: [92, 787, 173, 854]
industrial-plot-ad: [1162, 557, 1343, 694]
umrah-package: ১ মাস / ১৫ দিনের প্যাকেজ: [1364, 599, 1523, 615]
waiver-percent: 50%: [1443, 1345, 1500, 1374]
program-item: Journalism & Media Studies: [1243, 1419, 1365, 1430]
